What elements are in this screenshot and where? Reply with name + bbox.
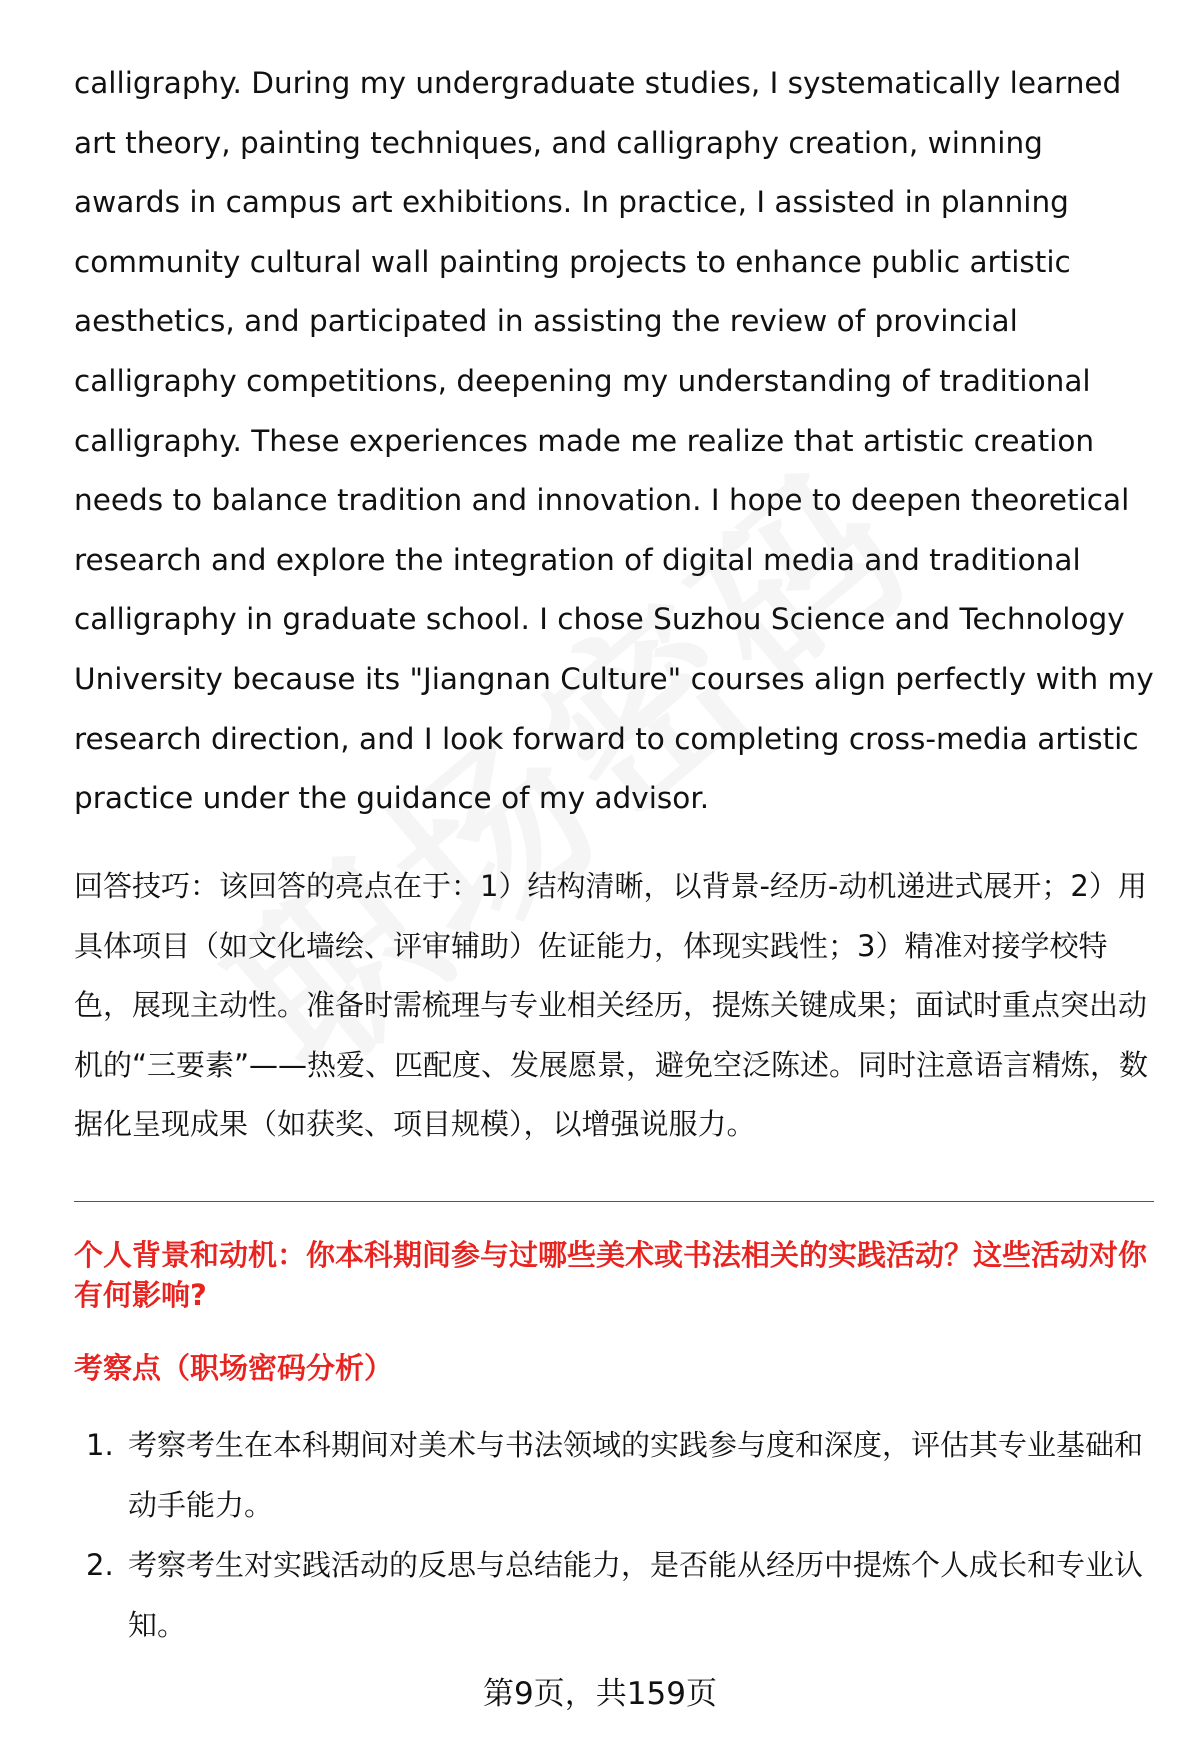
answer-tips — [74, 857, 1154, 1155]
answer-paragraph-en: calligraphy. During my undergraduate studies, I systematically learned art theory, painting techniques, and calligraphy creation, winning awards in campus art exhibitions. In practice, I assisted in planning community cultural wall painting projects to enhance public artistic aesthetics, and participated in assisting the review of provincial calligraphy competitions, deepening my understanding of traditional calligraphy. These experiences made me realize that artistic creation needs to balance tradition and innovation. I hope to deepen theoretical research and explore the integration of digital media and traditional calligraphy in graduate school. I chose Suzhou Science and Technology University because its "Jiangnan Culture" courses align perfectly with my research direction, and I look forward to completing cross-media artistic practice under the guidance of my advisor. — [74, 66, 1154, 816]
assessment-points-heading: 考察点（职场密码分析） — [74, 1351, 394, 1385]
assessment-points-list — [74, 1416, 1154, 1656]
page-number-footer: 第9页，共159页 — [483, 1676, 717, 1712]
list-item-number: 1. — [86, 1428, 114, 1462]
list-item-text: 考察考生在本科期间对美术与书法领域的实践参与度和深度，评估其专业基础和动手能力。 — [128, 1428, 1144, 1522]
list-item-text: 考察考生对实践活动的反思与总结能力，是否能从经历中提炼个人成长和专业认知。 — [128, 1548, 1144, 1642]
question-heading: 个人背景和动机：你本科期间参与过哪些美术或书法相关的实践活动？这些活动对你有何影响? — [74, 1238, 1148, 1312]
list-item — [74, 1416, 1154, 1535]
tips-label: 回答技巧： — [74, 869, 220, 903]
list-item — [74, 1536, 1154, 1655]
section-divider — [74, 1201, 1154, 1202]
list-item-number: 2. — [86, 1548, 114, 1583]
tips-text: 该回答的亮点在于：1）结构清晰，以背景-经历-动机递进式展开；2）用具体项目（如文化墙绘、评审辅助）佐证能力，体现实践性；3）精准对接学校特色，展现主动性。准备时需梳理与专业相关经历，提炼关键成果；面试时重点突出动机的“三要素”——热爱、匹配度、发展愿景，避免空泛陈述。同时注意语言精炼，数据化呈现成果（如获奖、项目规模），以增强说服力。 — [74, 869, 1149, 1142]
